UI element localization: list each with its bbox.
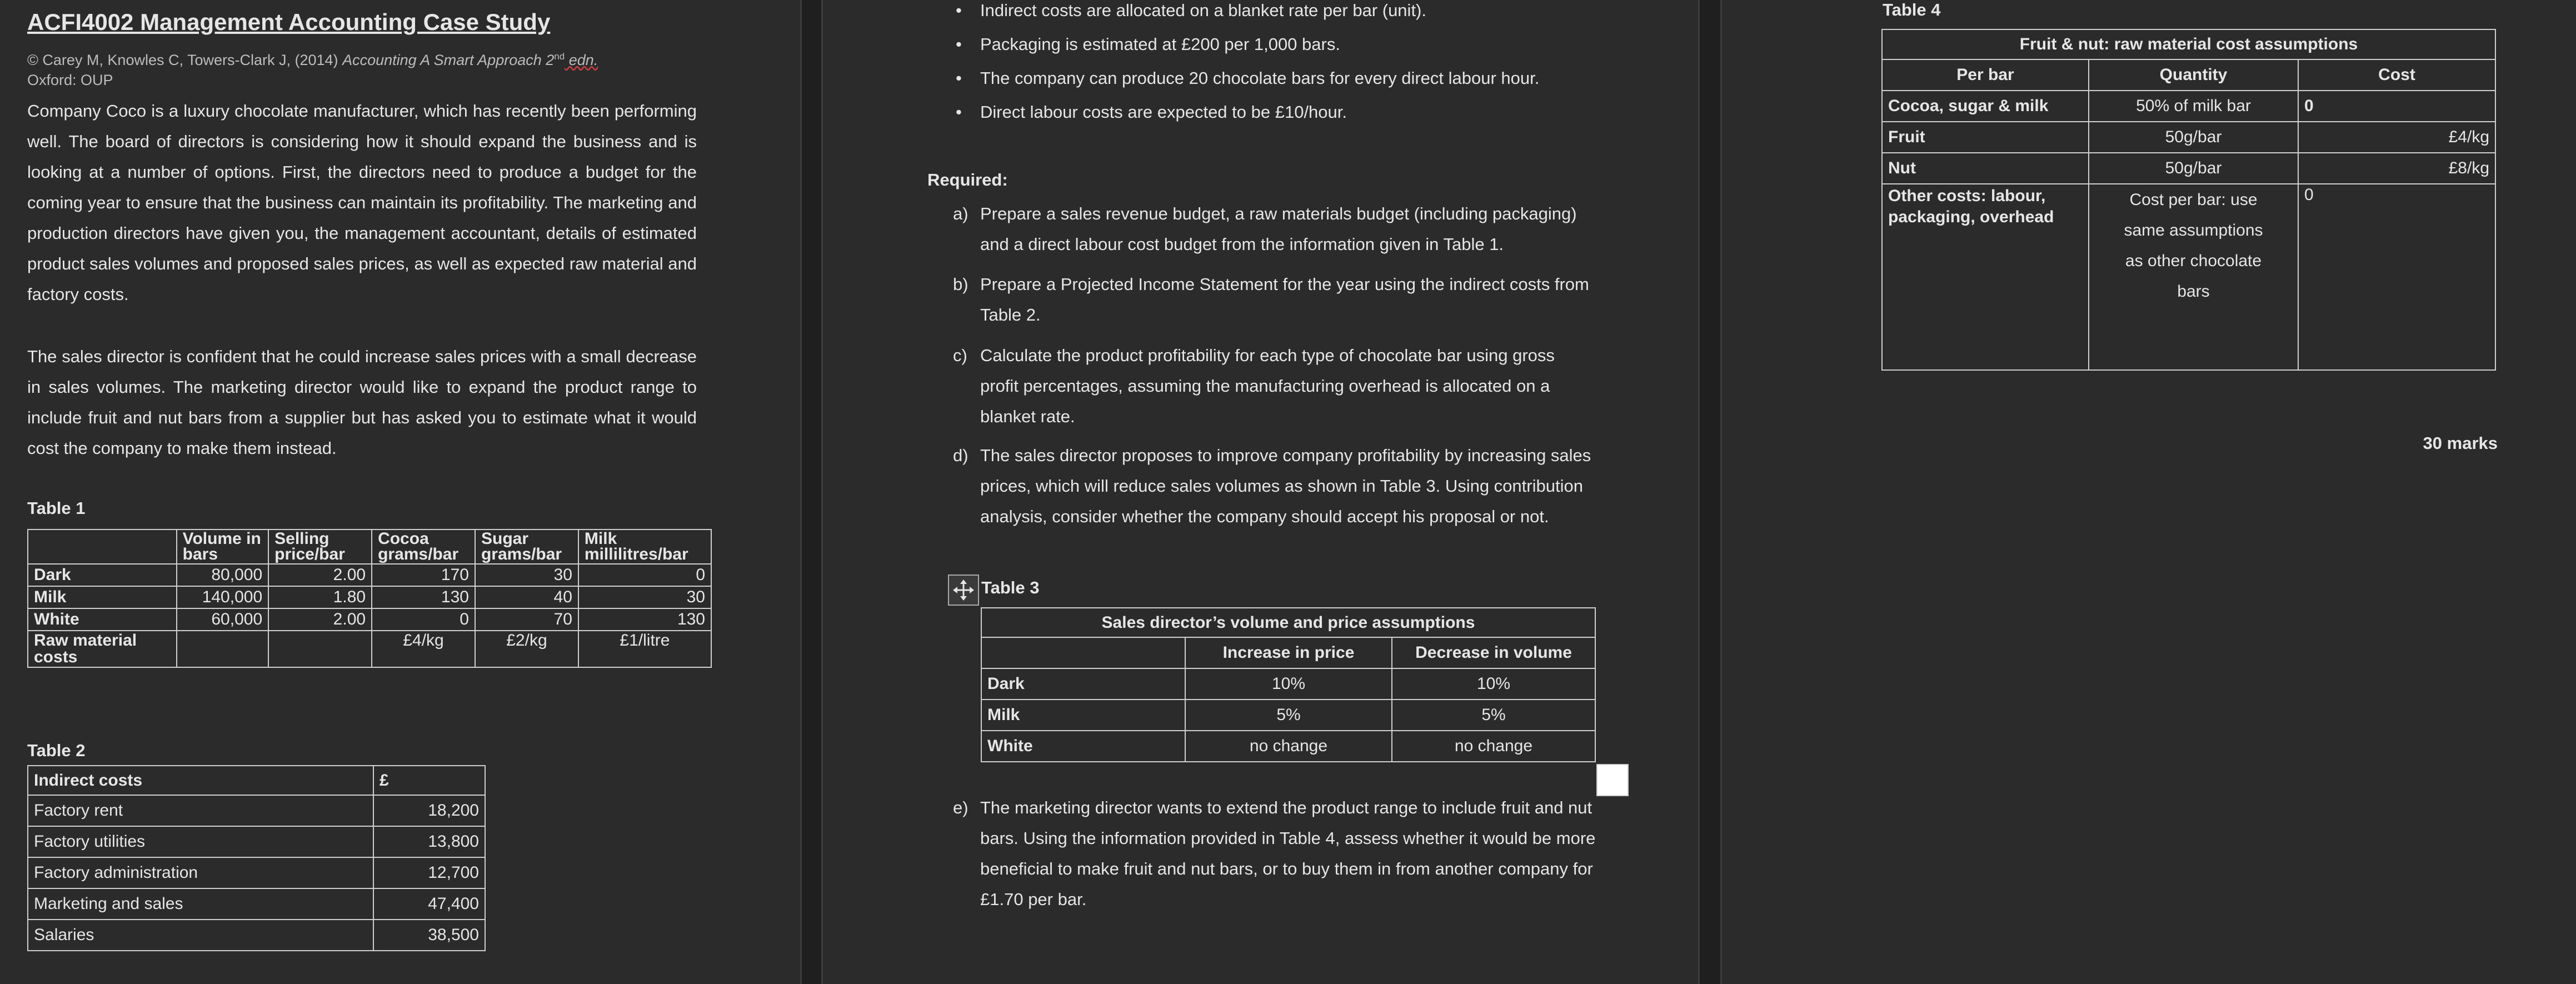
question-text: The sales director proposes to improve company profitability by increasing sales prices, which will reduce sales volumes as shown in Table 3. Using contribution analysis, consider whether the company should accept his proposal or not. <box>980 446 1591 526</box>
table3-cell: no change <box>1392 731 1595 762</box>
question-label: e) <box>953 798 969 817</box>
table1-cell: 40 <box>475 586 578 608</box>
table1-header-cell: Cocoa grams/bar <box>372 530 475 564</box>
table3-header-row <box>981 637 1595 668</box>
table4-header-cell: Cost <box>2298 59 2495 91</box>
page-divider <box>1698 0 1700 984</box>
table4-caption: Table 4 <box>1883 0 1941 19</box>
table-row <box>28 857 485 888</box>
table4-cell: Cost per bar: use same assumptions as other chocolate bars <box>2089 184 2298 370</box>
table3-row-label: Milk <box>981 700 1185 731</box>
page-divider <box>800 0 802 984</box>
table2-header-cell: Indirect costs <box>28 766 373 795</box>
question-d <box>953 440 1597 532</box>
table2-cell: 12,700 <box>373 857 485 888</box>
question-a <box>953 198 1597 259</box>
table4-cell: 0 <box>2298 184 2495 370</box>
required-heading: Required: <box>927 170 1008 189</box>
table-row <box>28 631 711 667</box>
table2-row-label: Salaries <box>28 920 373 951</box>
list-item: • Direct labour costs are expected to be £10/hour. <box>956 95 1595 129</box>
table3-title-row <box>981 608 1595 637</box>
table1-cell: 0 <box>578 564 711 586</box>
table4-cell: 50% of milk bar <box>2089 91 2298 122</box>
table2-caption: Table 2 <box>27 741 86 760</box>
table2-cell: 47,400 <box>373 888 485 920</box>
table1-cell: 130 <box>372 586 475 608</box>
list-item: • The company can produce 20 chocolate bars for every direct labour hour. <box>956 61 1595 95</box>
table-row <box>28 608 711 631</box>
table4-cell: £8/kg <box>2298 153 2495 184</box>
document-title: ACFI4002 Management Accounting Case Study <box>27 9 551 35</box>
question-label: c) <box>953 346 967 365</box>
table1-cell: 2.00 <box>268 564 372 586</box>
table3-cell: 5% <box>1392 700 1595 731</box>
sales-director-paragraph: The sales director is confident that he could increase sales prices with a small decrease in sales volumes. The marketing director would like to expand the product range to include fruit and nut bars from a supplier but has asked you to estimate what it would cost the company to make them instead. <box>27 347 697 458</box>
table2-row-label: Factory administration <box>28 857 373 888</box>
page-gutter <box>800 0 822 984</box>
table1-cell: 70 <box>475 608 578 631</box>
table1-cell: 1.80 <box>268 586 372 608</box>
table1-header-cell <box>28 530 177 564</box>
table3-row-label: Dark <box>981 668 1185 700</box>
table1-cell: 30 <box>578 586 711 608</box>
table4-row-label: Nut <box>1882 153 2089 184</box>
table3-caption: Table 3 <box>981 578 1040 597</box>
list-item: • Indirect costs are allocated on a blanket rate per bar (unit). <box>956 0 1595 27</box>
table4-row-label: Other costs: labour, packaging, overhead <box>1882 184 2089 370</box>
table3-cell: 10% <box>1185 668 1392 700</box>
citation-edition: edn. <box>565 52 598 68</box>
table3-cell: no change <box>1185 731 1392 762</box>
table1-row-label: White <box>28 608 177 631</box>
question-label: d) <box>953 446 969 465</box>
table3-header-cell <box>981 637 1185 668</box>
table-row <box>1882 122 2495 153</box>
table1-cell: 140,000 <box>177 586 268 608</box>
table1-header-cell: Milk millilitres/bar <box>578 530 711 564</box>
table2 <box>27 765 486 951</box>
table2-row-label: Factory rent <box>28 795 373 826</box>
table1-cell <box>268 631 372 667</box>
table3-cell: 5% <box>1185 700 1392 731</box>
question-c <box>953 340 1597 432</box>
citation <box>27 47 694 90</box>
table2-cell: 18,200 <box>373 795 485 826</box>
table4-cell: 50g/bar <box>2089 122 2298 153</box>
list-item: • Packaging is estimated at £200 per 1,000 bars. <box>956 27 1595 61</box>
question-text: Prepare a Projected Income Statement for the year using the indirect costs from Table 2. <box>980 274 1589 324</box>
table1-row-label: Raw material costs <box>28 631 177 667</box>
intro-paragraph: Company Coco is a luxury chocolate manufacturer, which has recently been performing well. The board of directors is considering how it should expand the business and is looking at a number of options. First, the directors need to produce a budget for the coming year to ensure that the business can maintain its profitability. The marketing and production directors have given you, the management accountant, details of estimated product sales volumes and proposed sales prices, as well as expected raw material and factory costs. <box>27 101 697 304</box>
table4-title-row <box>1882 29 2495 59</box>
table4-header-cell: Quantity <box>2089 59 2298 91</box>
table4-cell: 0 <box>2298 91 2495 122</box>
table2-row-label: Marketing and sales <box>28 888 373 920</box>
table-row <box>1882 153 2495 184</box>
table3-row-label: White <box>981 731 1185 762</box>
move-arrows-icon <box>952 579 975 601</box>
table2-header-cell: £ <box>373 766 485 795</box>
table1-caption: Table 1 <box>27 498 86 518</box>
table3-title: Sales director’s volume and price assumptions <box>981 608 1595 637</box>
table4-header-cell: Per bar <box>1882 59 2089 91</box>
total-marks: 30 marks <box>2423 433 2498 453</box>
table3 <box>981 607 1596 762</box>
table-row <box>28 888 485 920</box>
table1-cell: 170 <box>372 564 475 586</box>
table1-cell: £4/kg <box>372 631 475 667</box>
assumptions-list <box>956 0 1595 129</box>
table4-row-label: Fruit <box>1882 122 2089 153</box>
table4-cell: £4/kg <box>2298 122 2495 153</box>
table3-cell: 10% <box>1392 668 1595 700</box>
table-row <box>1882 184 2495 370</box>
page-gutter <box>1698 0 1720 984</box>
table-row <box>28 586 711 608</box>
question-e <box>953 792 1597 915</box>
table-row <box>981 700 1595 731</box>
table1-header-row <box>28 530 711 564</box>
citation-authors: © Carey M, Knowles C, Towers-Clark J, (2014) <box>27 52 343 68</box>
table4-row-label: Cocoa, sugar & milk <box>1882 91 2089 122</box>
citation-book-title: Accounting A Smart Approach 2 <box>342 52 555 68</box>
table2-cell: 38,500 <box>373 920 485 951</box>
question-text: Prepare a sales revenue budget, a raw materials budget (including packaging) and a direct labour cost budget from the information given in Table 1. <box>980 204 1577 254</box>
question-text: The marketing director wants to extend the product range to include fruit and nut bars. Using the information provided in Table 4, assess whether it would be more beneficial to make fruit and nut bars, or to buy them in from another company for £1.70 per bar. <box>980 798 1596 909</box>
table2-row-label: Factory utilities <box>28 826 373 857</box>
table-resize-handle[interactable] <box>1596 764 1629 796</box>
citation-publisher: Oxford: OUP <box>27 72 113 88</box>
table4-cell: 50g/bar <box>2089 153 2298 184</box>
table-row <box>981 668 1595 700</box>
question-b <box>953 269 1597 330</box>
table3-header-cell: Increase in price <box>1185 637 1392 668</box>
table1 <box>27 529 712 668</box>
table1-cell: 2.00 <box>268 608 372 631</box>
table2-cell: 13,800 <box>373 826 485 857</box>
table4-title: Fruit & nut: raw material cost assumptions <box>1882 29 2495 59</box>
table4-header-row <box>1882 59 2495 91</box>
question-label: a) <box>953 204 969 223</box>
table1-cell: £1/litre <box>578 631 711 667</box>
table1-row-label: Milk <box>28 586 177 608</box>
table1-cell: 0 <box>372 608 475 631</box>
table1-row-label: Dark <box>28 564 177 586</box>
table2-header-row <box>28 766 485 795</box>
table1-header-cell: Selling price/bar <box>268 530 372 564</box>
question-label: b) <box>953 274 969 294</box>
citation-edition-suffix: nd <box>554 51 565 62</box>
move-icon[interactable] <box>948 575 979 606</box>
table1-header-cell: Sugar grams/bar <box>475 530 578 564</box>
question-text: Calculate the product profitability for each type of chocolate bar using gross profit percentages, assuming the manufacturing overhead is allocated on a blanket rate. <box>980 346 1555 426</box>
table-row <box>28 920 485 951</box>
table-row <box>28 795 485 826</box>
table-row <box>28 826 485 857</box>
table1-cell: £2/kg <box>475 631 578 667</box>
table3-header-cell: Decrease in volume <box>1392 637 1595 668</box>
table1-cell: 60,000 <box>177 608 268 631</box>
table4 <box>1881 29 2496 371</box>
table1-cell <box>177 631 268 667</box>
table1-cell: 130 <box>578 608 711 631</box>
table-row <box>1882 91 2495 122</box>
table-row <box>28 564 711 586</box>
table-row <box>981 731 1595 762</box>
table1-cell: 30 <box>475 564 578 586</box>
table1-cell: 80,000 <box>177 564 268 586</box>
table1-header-cell: Volume in bars <box>177 530 268 564</box>
